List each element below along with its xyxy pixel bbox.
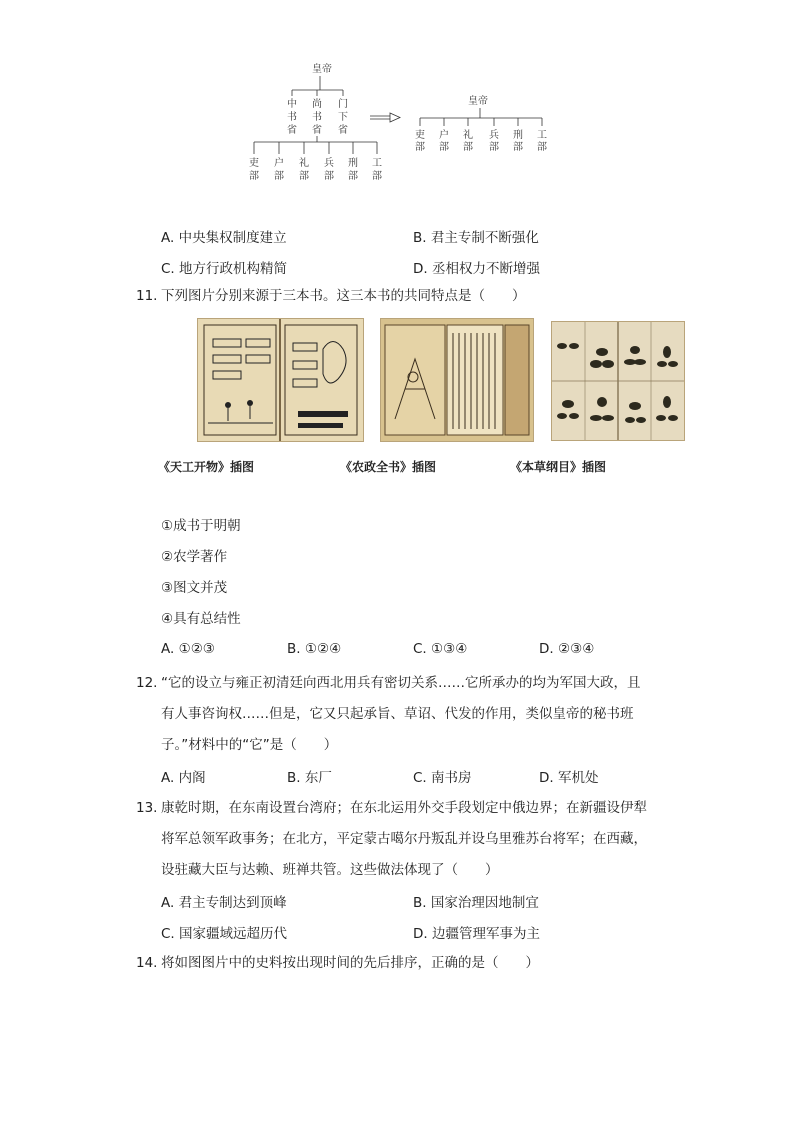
q12-option-c[interactable]: C. 南书房 bbox=[413, 770, 472, 786]
q13-line-3: 设驻藏大臣与达赖、班禅共管。这些做法体现了（ ） bbox=[161, 862, 499, 878]
right-ministry-2: 户部 bbox=[439, 130, 449, 153]
q12-option-d[interactable]: D. 军机处 bbox=[539, 770, 599, 786]
left-province-3: 门下省 bbox=[338, 99, 348, 136]
bencao-gangmu-illustration bbox=[551, 321, 685, 441]
nongzheng-quanshu-illustration bbox=[380, 318, 534, 442]
q11-statement-1: ①成书于明朝 bbox=[161, 518, 241, 534]
q11-number: 11. bbox=[136, 288, 158, 304]
q14-stem: 将如图图片中的史料按出现时间的先后排序，正确的是（ ） bbox=[161, 955, 539, 971]
tiangong-kaiwu-illustration bbox=[197, 318, 364, 442]
left-province-2: 尚书省 bbox=[312, 99, 322, 136]
right-ministry-4: 兵部 bbox=[489, 130, 499, 153]
q12-line-2: 有人事咨询权……但是，它又只起承旨、草诏、代发的作用，类似皇帝的秘书班 bbox=[161, 706, 634, 722]
q11-statement-4: ④具有总结性 bbox=[161, 611, 241, 627]
left-ministry-3: 礼部 bbox=[299, 158, 309, 182]
q13-option-c[interactable]: C. 国家疆域远超历代 bbox=[161, 926, 288, 942]
left-ministry-2: 户部 bbox=[274, 158, 284, 182]
right-ministry-6: 工部 bbox=[537, 130, 547, 153]
q12-option-b[interactable]: B. 东厂 bbox=[287, 770, 332, 786]
right-emperor-label: 皇帝 bbox=[468, 96, 488, 107]
q11-stem: 下列图片分别来源于三本书。这三本书的共同特点是（ ） bbox=[161, 288, 526, 304]
right-ministry-3: 礼部 bbox=[463, 130, 473, 153]
q11-option-b[interactable]: B. ①②④ bbox=[287, 641, 342, 657]
q10-option-a[interactable]: A. 中央集权制度建立 bbox=[161, 230, 287, 246]
q13-option-a[interactable]: A. 君主专制达到顶峰 bbox=[161, 895, 287, 911]
q12-line-1: “它的设立与雍正初清廷向西北用兵有密切关系……它所承办的均为军国大政，且 bbox=[161, 675, 641, 691]
q10-option-b[interactable]: B. 君主专制不断强化 bbox=[413, 230, 539, 246]
caption-tiangong-kaiwu: 《天工开物》插图 bbox=[158, 460, 255, 474]
left-emperor-label: 皇帝 bbox=[312, 64, 332, 75]
left-province-1: 中书省 bbox=[287, 99, 297, 136]
q13-number: 13. bbox=[136, 800, 158, 816]
q13-option-b[interactable]: B. 国家治理因地制宜 bbox=[413, 895, 539, 911]
left-ministry-1: 吏部 bbox=[249, 158, 259, 182]
left-ministry-4: 兵部 bbox=[324, 158, 334, 182]
q13-line-2: 将军总领军政事务；在北方，平定蒙古噶尔丹叛乱并设乌里雅苏台将军；在西藏， bbox=[161, 831, 647, 847]
q12-number: 12. bbox=[136, 675, 158, 691]
q11-statement-2: ②农学著作 bbox=[161, 549, 228, 565]
q11-option-c[interactable]: C. ①③④ bbox=[413, 641, 468, 657]
q13-option-d[interactable]: D. 边疆管理军事为主 bbox=[413, 926, 540, 942]
left-ministry-5: 刑部 bbox=[348, 158, 358, 182]
q11-option-a[interactable]: A. ①②③ bbox=[161, 641, 215, 657]
q10-option-d[interactable]: D. 丞相权力不断增强 bbox=[413, 261, 540, 277]
right-ministry-5: 刑部 bbox=[513, 130, 523, 153]
q12-option-a[interactable]: A. 内阁 bbox=[161, 770, 206, 786]
q14-number: 14. bbox=[136, 955, 158, 971]
caption-nongzheng-quanshu: 《农政全书》插图 bbox=[340, 460, 437, 474]
left-ministry-6: 工部 bbox=[372, 158, 382, 182]
q13-line-1: 康乾时期，在东南设置台湾府；在东北运用外交手段划定中俄边界；在新疆设伊犁 bbox=[161, 800, 647, 816]
q11-statement-3: ③图文并茂 bbox=[161, 580, 228, 596]
right-ministry-1: 吏部 bbox=[415, 130, 425, 153]
q11-option-d[interactable]: D. ②③④ bbox=[539, 641, 595, 657]
government-structure-diagram bbox=[240, 58, 560, 188]
q12-line-3: 子。”材料中的“它”是（ ） bbox=[161, 737, 338, 753]
q10-option-c[interactable]: C. 地方行政机构精简 bbox=[161, 261, 288, 277]
caption-bencao-gangmu: 《本草纲目》插图 bbox=[510, 460, 607, 474]
